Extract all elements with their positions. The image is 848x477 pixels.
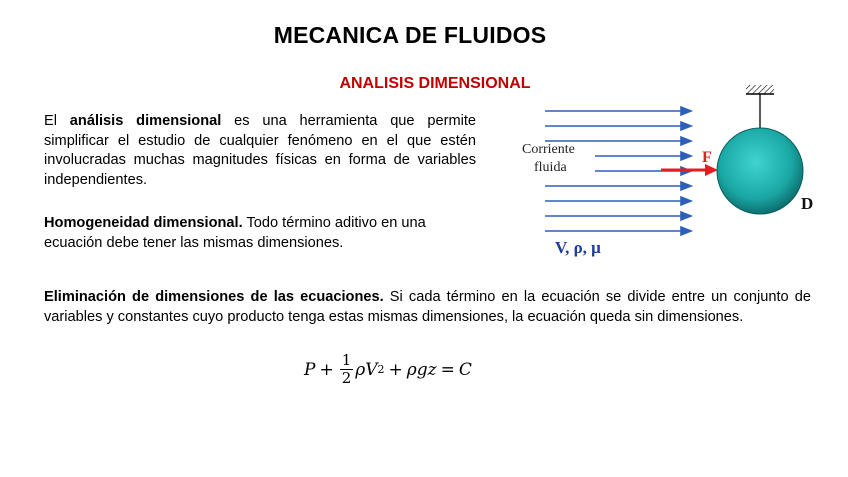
fluid-properties-label: V, ρ, μ	[555, 238, 601, 257]
p2-text: Todo término aditivo en una ecuación debe tener las mismas dimensiones.	[44, 215, 426, 251]
sphere	[717, 128, 803, 214]
p1-text: es una herramienta que permite simplificar el estudio de cualquier fenómeno en el que estén involucradas muchas magnitudes físicas en forma de variables independientes.	[44, 113, 477, 188]
eq-fraction	[340, 352, 354, 387]
sphere-diameter-label: D	[801, 194, 814, 213]
force-label: F	[702, 149, 712, 166]
paragraph-homogeneity	[44, 214, 476, 253]
fluid-label-line1: Corriente	[522, 142, 575, 157]
eq-equals: =	[440, 359, 455, 380]
fluid-label-line2: fluida	[534, 160, 567, 175]
flow-diagram	[515, 82, 825, 262]
eq-exponent: 2	[377, 363, 385, 376]
eq-rho-v: ρV	[355, 359, 378, 380]
p3-term: Eliminación de dimensiones de las ecuaciones.	[44, 289, 384, 305]
eq-c: C	[458, 359, 472, 380]
p1-term: análisis dimensional	[69, 113, 222, 129]
bernoulli-equation	[304, 352, 472, 387]
p1-lead: El	[44, 113, 70, 129]
page-title: MECANICA DE FLUIDOS	[273, 22, 547, 48]
eq-plus-1: +	[319, 359, 334, 380]
p3-text: Si cada término en la ecuación se divide entre un conjunto de variables y constantes cuyo producto tenga estas mismas dimensiones, la ecuación queda sin dimensiones.	[44, 289, 811, 325]
eq-plus-2: +	[388, 359, 403, 380]
p2-term: Homogeneidad dimensional.	[44, 215, 243, 231]
section-subtitle: ANALISIS DIMENSIONAL	[339, 75, 531, 92]
paragraph-definition	[44, 112, 476, 190]
paragraph-elimination	[44, 288, 811, 327]
support-hatch	[746, 85, 774, 129]
eq-p: P	[304, 359, 316, 380]
eq-frac-den: 2	[341, 369, 352, 387]
eq-rho-g-z: ρgz	[406, 359, 437, 380]
eq-frac-num: 1	[341, 351, 352, 369]
